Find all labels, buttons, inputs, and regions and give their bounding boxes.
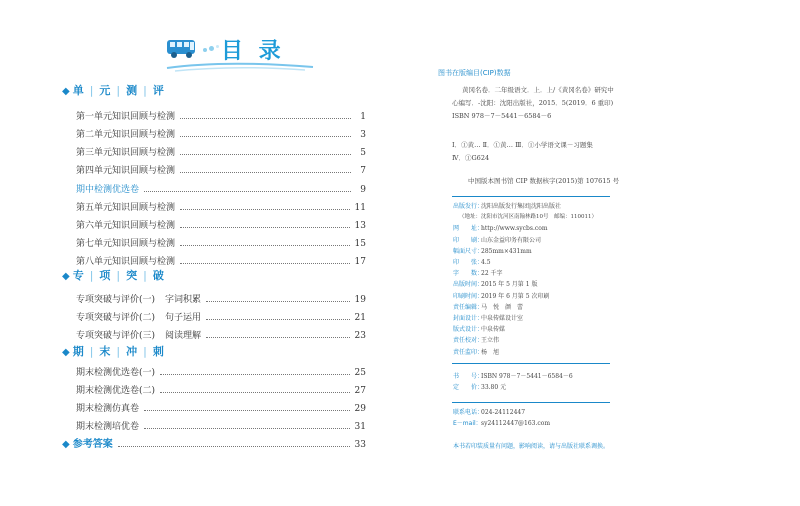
publisher-row (453, 335, 499, 344)
publisher-key: 封面设计： (453, 315, 484, 322)
publisher-value: 2019 年 6 月第 5 次印刷 (481, 292, 550, 300)
section-heading: ◆ 专 | 项 | 突 | 破 (62, 269, 164, 282)
publisher-row (453, 291, 549, 300)
dot-leader (144, 428, 350, 429)
publisher-key: 出版时间： (453, 281, 484, 289)
bus-icon (165, 38, 199, 60)
section-heading: ◆ 单 | 元 | 测 | 评 (62, 84, 164, 97)
diamond-icon: ◆ (62, 86, 70, 97)
toc-entry-label: 第五单元知识回顾与检测 (76, 203, 176, 213)
publisher-value: （地址：沈阳市沈河区南翰林路10号 邮编：110011） (459, 214, 597, 221)
toc-page-number: 29 (354, 404, 366, 414)
dot-leader (206, 337, 350, 338)
toc-page-number: 33 (354, 440, 366, 450)
dot-leader (180, 209, 350, 210)
toc-entry-label: 第六单元知识回顾与检测 (76, 221, 176, 231)
dot-leader (206, 301, 350, 302)
publisher-key: 印 刷： (453, 236, 484, 244)
toc-page-number: 19 (354, 295, 366, 305)
publisher-row (453, 235, 541, 244)
toc-entry-label: 第三单元知识回顾与检测 (76, 148, 176, 158)
publisher-value: 22 千字 (481, 270, 503, 278)
dot-leader (180, 245, 350, 246)
toc-title-banner (165, 36, 315, 72)
answers-label: ◆ 参考答案 (62, 439, 113, 450)
dot-leader (180, 136, 351, 137)
toc-entry-label: 专项突破与评价(三) (76, 331, 156, 341)
publisher-row (453, 371, 573, 380)
toc-page-number: 1 (360, 112, 366, 122)
toc-entry[interactable] (76, 382, 366, 396)
toc-entry[interactable] (76, 181, 366, 195)
publisher-key: 字 数： (453, 270, 484, 278)
toc-entry[interactable] (76, 253, 366, 267)
publisher-value: 285mm×431mm (481, 247, 532, 255)
toc-page-number: 17 (354, 257, 366, 267)
toc-entry[interactable] (76, 418, 366, 432)
publisher-key: 联系电话： (453, 409, 484, 416)
cip-line: Ⅰ．①黄… Ⅱ．①黄… Ⅲ．①小学语文课－习题集 (452, 141, 593, 149)
publisher-value: sy24112447@163.com (481, 420, 551, 427)
dot-leader (180, 227, 350, 228)
publisher-key: 印刷时间： (453, 292, 484, 300)
publisher-value: 4.5 (481, 259, 491, 266)
toc-entry[interactable] (76, 199, 366, 213)
publisher-value: 沈阳出版发行集团|沈阳出版社 (481, 203, 562, 210)
publisher-key: 责任编辑： (453, 303, 484, 311)
section-heading: ◆ 期 | 末 | 冲 | 刺 (62, 345, 164, 358)
publisher-key: 定 价： (453, 384, 484, 391)
publisher-row (453, 418, 550, 427)
toc-entry-topic: 字词积累 (165, 295, 202, 305)
publisher-row (453, 407, 525, 416)
cip-line: Ⅳ．①G624 (452, 154, 490, 162)
toc-entry[interactable] (76, 235, 366, 249)
dot-leader (180, 154, 351, 155)
publisher-key: 版式设计： (453, 326, 484, 334)
toc-entry-label: 期中检测优选卷 (76, 185, 140, 195)
toc-entry-label: 专项突破与评价(一) (76, 295, 156, 305)
title-swoosh (165, 62, 315, 72)
toc-entry[interactable] (76, 291, 366, 305)
publisher-key: 责任校对： (453, 337, 484, 345)
publisher-row (453, 268, 503, 277)
dot-leader (118, 446, 350, 447)
toc-entry-label: 第四单元知识回顾与检测 (76, 166, 176, 176)
toc-entry[interactable] (76, 126, 366, 140)
toc-entry-topic: 阅读理解 (165, 331, 202, 341)
toc-entry-label: 第八单元知识回顾与检测 (76, 257, 176, 267)
publisher-key: 幅面尺寸： (453, 247, 484, 255)
publisher-row (453, 223, 548, 232)
toc-entry-label: 期末检测优选卷(一) (76, 368, 156, 378)
toc-page-number: 3 (360, 130, 366, 140)
dot-leader (144, 191, 351, 192)
publisher-value: 中泉传媒设计室 (481, 315, 524, 322)
publisher-row (453, 347, 499, 356)
divider (452, 196, 610, 197)
publisher-value: 山东金益印务有限公司 (481, 236, 542, 244)
publisher-row (453, 382, 506, 391)
publisher-value: 杨 旭 (481, 348, 500, 356)
publisher-key: 印 张： (453, 259, 484, 266)
publisher-value: http://www.sycbs.com (481, 225, 548, 233)
dot-leader (160, 392, 350, 393)
publisher-value: 王立伟 (481, 337, 500, 345)
publisher-value: 中泉传媒 (481, 326, 506, 334)
toc-entry-topic: 句子运用 (165, 313, 202, 323)
dot-leader (160, 374, 350, 375)
toc-entry-label: 第七单元知识回顾与检测 (76, 239, 176, 249)
dot-leader (180, 263, 350, 264)
publisher-value: 33.80 元 (481, 384, 507, 391)
publisher-value: ISBN 978－7－5441－6584－6 (481, 373, 573, 380)
publisher-value: 024-24112447 (481, 409, 526, 416)
toc-entry[interactable] (76, 309, 366, 323)
publisher-row (453, 212, 597, 220)
toc-page-number: 15 (354, 239, 366, 249)
divider (452, 402, 610, 403)
toc-page-number: 5 (360, 148, 366, 158)
quality-notice: 本书若印装质量有问题，影响阅读，请与出版社联系调换。 (453, 443, 610, 450)
publisher-key: 书 号： (453, 373, 484, 380)
publisher-key: E－mail： (453, 420, 482, 427)
toc-entry-label: 期末检测仿真卷 (76, 404, 140, 414)
page-title: 目 录 (221, 39, 285, 64)
publisher-row (453, 313, 523, 322)
toc-page-number: 7 (360, 166, 366, 176)
toc-page-number: 25 (354, 368, 366, 378)
toc-page-number: 13 (354, 221, 366, 231)
publisher-key: 责任监印： (453, 348, 484, 356)
cip-line: 黄冈名卷．二年级语文．上．上/《黄冈名卷》研究中 (462, 86, 614, 94)
dot-leader (180, 172, 351, 173)
toc-entry-label: 专项突破与评价(二) (76, 313, 156, 323)
toc-entry[interactable] (76, 327, 366, 341)
cip-heading: 图书在版编目(CIP)数据 (438, 69, 511, 77)
toc-entry[interactable] (76, 162, 366, 176)
publisher-row (453, 246, 532, 255)
dot-leader (180, 118, 351, 119)
cip-line: ISBN 978－7－5441－6584－6 (452, 112, 552, 120)
publisher-row (453, 279, 537, 288)
publisher-row (453, 324, 505, 333)
toc-page-number: 21 (354, 313, 366, 323)
toc-page-number: 31 (354, 422, 366, 432)
publisher-row (453, 257, 491, 266)
toc-entry-label: 第二单元知识回顾与检测 (76, 130, 176, 140)
publisher-row (453, 201, 561, 210)
toc-page-number: 11 (354, 203, 366, 213)
cip-line: 心编写．-沈阳：沈阳出版社，2015．5(2019．6 重印) (452, 99, 614, 107)
toc-page-number: 23 (354, 331, 366, 341)
diamond-icon: ◆ (62, 439, 70, 450)
toc-page-number: 27 (354, 386, 366, 396)
toc-entry[interactable] (76, 217, 366, 231)
toc-entry[interactable] (76, 364, 366, 378)
toc-entry-answers[interactable] (62, 436, 366, 450)
toc-page-number: 9 (360, 185, 366, 195)
publisher-key: 出版发行： (453, 203, 484, 210)
publisher-row (453, 302, 523, 311)
publisher-value: 2015 年 5 月第 1 版 (481, 281, 538, 289)
divider (452, 363, 610, 364)
dot-leader (206, 319, 350, 320)
toc-entry-label: 期末检测优选卷(二) (76, 386, 156, 396)
toc-entry-label: 期末检测培优卷 (76, 422, 140, 432)
diamond-icon: ◆ (62, 347, 70, 358)
toc-entry[interactable] (76, 108, 366, 122)
dot-leader (144, 410, 350, 411)
diamond-icon: ◆ (62, 271, 70, 282)
cip-line: 中国版本图书馆 CIP 数据核字(2015)第 107615 号 (468, 177, 620, 185)
toc-entry[interactable] (76, 400, 366, 414)
publisher-value: 马 悦 颜 蕾 (481, 303, 524, 311)
toc-entry-label: 第一单元知识回顾与检测 (76, 112, 176, 122)
publisher-key: 网 址： (453, 225, 484, 233)
toc-entry[interactable] (76, 144, 366, 158)
